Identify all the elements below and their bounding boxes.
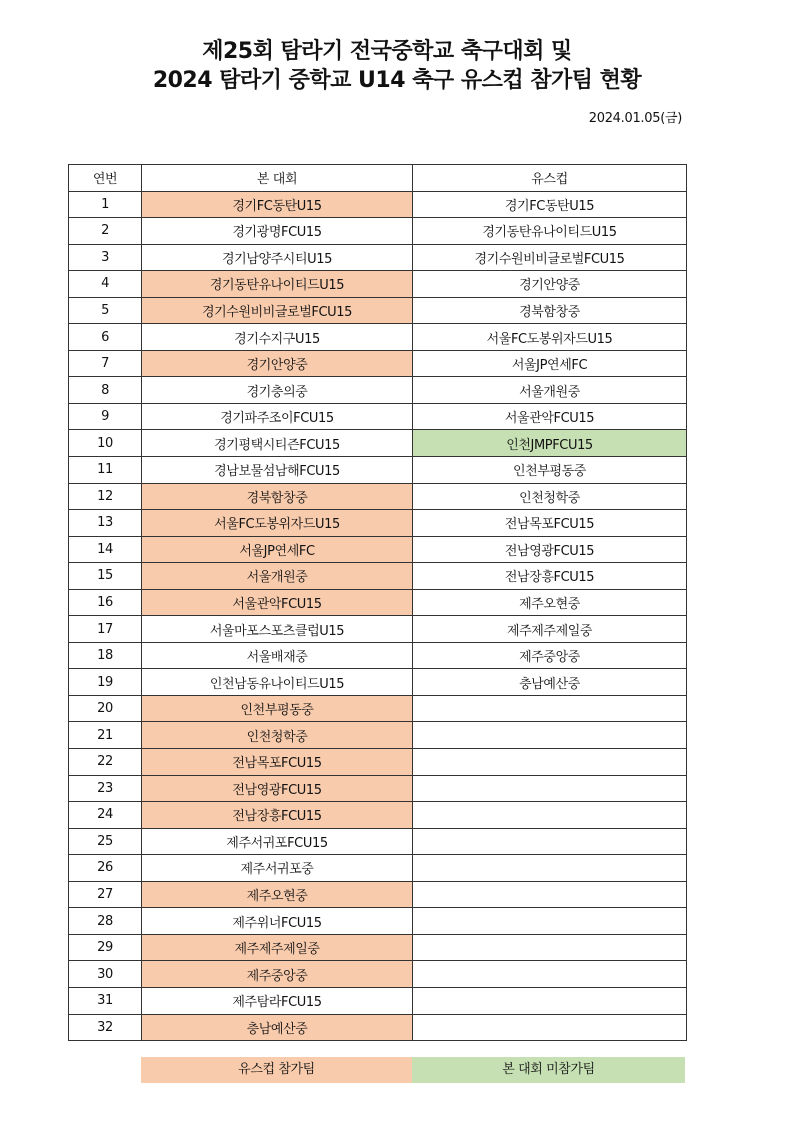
row-number: 10 xyxy=(69,430,142,457)
table-row xyxy=(69,722,687,749)
table-row xyxy=(69,961,687,988)
youth-cup-team xyxy=(413,934,687,961)
row-number: 28 xyxy=(69,908,142,935)
table-row xyxy=(69,563,687,590)
table-row xyxy=(69,457,687,484)
main-tournament-team: 인천부평동중 xyxy=(142,695,413,722)
main-tournament-team: 경북함창중 xyxy=(142,483,413,510)
main-tournament-team: 서울JP연세FC xyxy=(142,536,413,563)
table-row xyxy=(69,908,687,935)
youth-cup-team: 경기수원비비글로벌FCU15 xyxy=(413,244,687,271)
page-title-line1: 제25회 탐라기 전국중학교 축구대회 및 xyxy=(202,39,572,64)
row-number: 5 xyxy=(69,297,142,324)
table-row xyxy=(69,855,687,882)
table-row xyxy=(69,297,687,324)
main-tournament-team: 충남예산중 xyxy=(142,1014,413,1041)
main-tournament-team: 경기동탄유나이티드U15 xyxy=(142,271,413,298)
row-number: 29 xyxy=(69,934,142,961)
youth-cup-team xyxy=(413,775,687,802)
row-number: 24 xyxy=(69,802,142,829)
page-title-line2: 2024 탐라기 중학교 U14 축구 유스컵 참가팀 현황 xyxy=(152,68,642,93)
main-tournament-team: 서울FC도봉위자드U15 xyxy=(142,510,413,537)
row-number: 27 xyxy=(69,881,142,908)
youth-cup-team: 인천청학중 xyxy=(413,483,687,510)
youth-cup-team: 서울JP연세FC xyxy=(413,350,687,377)
row-number: 25 xyxy=(69,828,142,855)
youth-cup-team: 경기동탄유나이티드U15 xyxy=(413,218,687,245)
table-row xyxy=(69,589,687,616)
youth-cup-team: 충남예산중 xyxy=(413,669,687,696)
main-tournament-team: 서울관악FCU15 xyxy=(142,589,413,616)
participants-table xyxy=(68,164,687,1041)
row-number: 30 xyxy=(69,961,142,988)
main-tournament-team: 경기남양주시티U15 xyxy=(142,244,413,271)
main-tournament-team: 제주서귀포FCU15 xyxy=(142,828,413,855)
table-row xyxy=(69,881,687,908)
table-row xyxy=(69,510,687,537)
youth-cup-team xyxy=(413,1014,687,1041)
main-tournament-team: 전남영광FCU15 xyxy=(142,775,413,802)
table-row xyxy=(69,775,687,802)
youth-cup-team: 경기안양중 xyxy=(413,271,687,298)
legend-not-in-main: 본 대회 미참가팀 xyxy=(412,1057,685,1083)
main-tournament-team: 경기수원비비글로벌FCU15 xyxy=(142,297,413,324)
main-tournament-team: 제주서귀포중 xyxy=(142,855,413,882)
youth-cup-team xyxy=(413,828,687,855)
main-tournament-team: 서울배재중 xyxy=(142,642,413,669)
table-header-row xyxy=(69,165,687,192)
youth-cup-team: 제주중앙중 xyxy=(413,642,687,669)
youth-cup-team xyxy=(413,722,687,749)
table-row xyxy=(69,191,687,218)
row-number: 4 xyxy=(69,271,142,298)
youth-cup-team xyxy=(413,695,687,722)
table-row xyxy=(69,218,687,245)
youth-cup-team: 인천JMPFCU15 xyxy=(413,430,687,457)
row-number: 19 xyxy=(69,669,142,696)
table-row xyxy=(69,324,687,351)
youth-cup-team: 전남목포FCU15 xyxy=(413,510,687,537)
row-number: 32 xyxy=(69,1014,142,1041)
main-tournament-team: 서울개원중 xyxy=(142,563,413,590)
youth-cup-team xyxy=(413,802,687,829)
main-tournament-team: 경기안양중 xyxy=(142,350,413,377)
table-row xyxy=(69,669,687,696)
row-number: 15 xyxy=(69,563,142,590)
main-tournament-team: 제주위너FCU15 xyxy=(142,908,413,935)
table-row xyxy=(69,802,687,829)
main-tournament-team: 제주중앙중 xyxy=(142,961,413,988)
table-row xyxy=(69,271,687,298)
table-row xyxy=(69,403,687,430)
row-number: 26 xyxy=(69,855,142,882)
table-row xyxy=(69,642,687,669)
table-row xyxy=(69,828,687,855)
youth-cup-team xyxy=(413,881,687,908)
youth-cup-team xyxy=(413,855,687,882)
main-tournament-team: 경기수지구U15 xyxy=(142,324,413,351)
row-number: 6 xyxy=(69,324,142,351)
main-tournament-team: 경남보물섬남해FCU15 xyxy=(142,457,413,484)
youth-cup-team: 전남영광FCU15 xyxy=(413,536,687,563)
row-number: 9 xyxy=(69,403,142,430)
table-row xyxy=(69,749,687,776)
main-tournament-team: 전남목포FCU15 xyxy=(142,749,413,776)
row-number: 2 xyxy=(69,218,142,245)
row-number: 14 xyxy=(69,536,142,563)
main-tournament-team: 경기광명FCU15 xyxy=(142,218,413,245)
table-row xyxy=(69,695,687,722)
main-tournament-team: 제주제주제일중 xyxy=(142,934,413,961)
table-row xyxy=(69,244,687,271)
row-number: 12 xyxy=(69,483,142,510)
main-tournament-team: 경기충의중 xyxy=(142,377,413,404)
youth-cup-team: 경기FC동탄U15 xyxy=(413,191,687,218)
main-tournament-team: 인천청학중 xyxy=(142,722,413,749)
row-number: 3 xyxy=(69,244,142,271)
row-number: 18 xyxy=(69,642,142,669)
youth-cup-team: 제주제주제일중 xyxy=(413,616,687,643)
youth-cup-team xyxy=(413,749,687,776)
main-tournament-team: 제주오현중 xyxy=(142,881,413,908)
row-number: 13 xyxy=(69,510,142,537)
row-number: 21 xyxy=(69,722,142,749)
table-row xyxy=(69,1014,687,1041)
youth-cup-team: 서울관악FCU15 xyxy=(413,403,687,430)
header-main-tournament: 본 대회 xyxy=(142,165,413,192)
main-tournament-team: 경기FC동탄U15 xyxy=(142,191,413,218)
youth-cup-team xyxy=(413,908,687,935)
youth-cup-team xyxy=(413,961,687,988)
row-number: 22 xyxy=(69,749,142,776)
row-number: 23 xyxy=(69,775,142,802)
main-tournament-team: 제주탐라FCU15 xyxy=(142,987,413,1014)
main-tournament-team: 경기평택시티즌FCU15 xyxy=(142,430,413,457)
legend-youthcup-participant: 유스컵 참가팀 xyxy=(141,1057,412,1083)
row-number: 31 xyxy=(69,987,142,1014)
row-number: 17 xyxy=(69,616,142,643)
main-tournament-team: 서울마포스포츠클럽U15 xyxy=(142,616,413,643)
table-row xyxy=(69,430,687,457)
youth-cup-team: 제주오현중 xyxy=(413,589,687,616)
youth-cup-team: 서울개원중 xyxy=(413,377,687,404)
row-number: 7 xyxy=(69,350,142,377)
color-legend xyxy=(141,1057,685,1083)
row-number: 11 xyxy=(69,457,142,484)
youth-cup-team: 서울FC도봉위자드U15 xyxy=(413,324,687,351)
table-row xyxy=(69,483,687,510)
header-youth-cup: 유스컵 xyxy=(413,165,687,192)
row-number: 16 xyxy=(69,589,142,616)
table-row xyxy=(69,934,687,961)
table-row xyxy=(69,377,687,404)
table-row xyxy=(69,616,687,643)
table-row xyxy=(69,536,687,563)
table-row xyxy=(69,350,687,377)
row-number: 1 xyxy=(69,191,142,218)
youth-cup-team xyxy=(413,987,687,1014)
youth-cup-team: 인천부평동중 xyxy=(413,457,687,484)
row-number: 8 xyxy=(69,377,142,404)
youth-cup-team: 전남장흥FCU15 xyxy=(413,563,687,590)
header-number: 연번 xyxy=(69,165,142,192)
main-tournament-team: 경기파주조이FCU15 xyxy=(142,403,413,430)
main-tournament-team: 전남장흥FCU15 xyxy=(142,802,413,829)
main-tournament-team: 인천남동유나이티드U15 xyxy=(142,669,413,696)
document-date: 2024.01.05(금) xyxy=(588,111,682,126)
youth-cup-team: 경북함창중 xyxy=(413,297,687,324)
row-number: 20 xyxy=(69,695,142,722)
table-row xyxy=(69,987,687,1014)
